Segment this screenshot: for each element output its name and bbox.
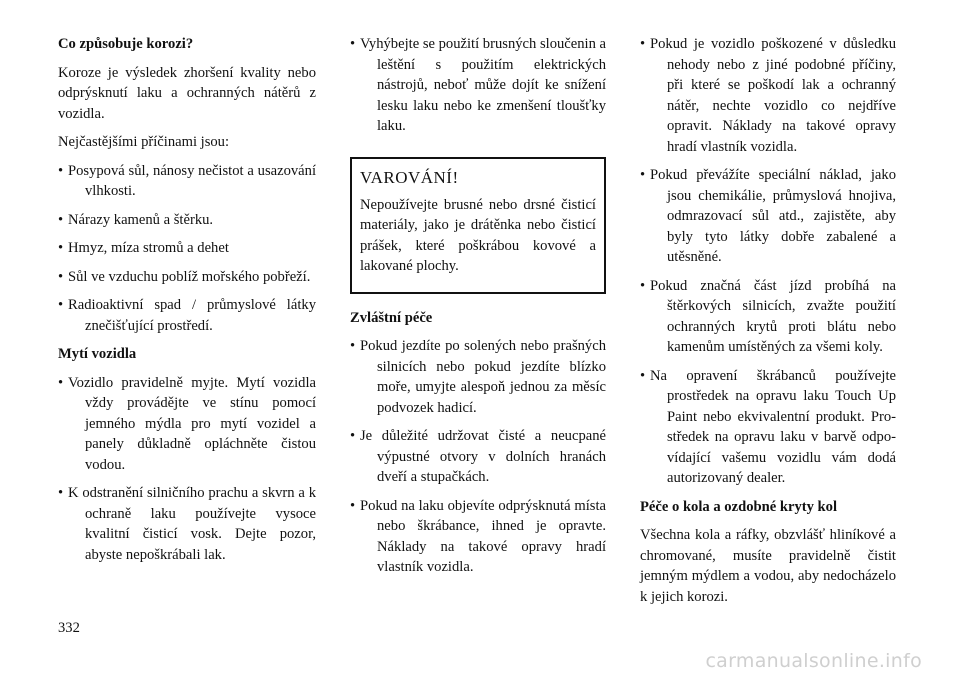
list-item: • Pokud značná část jízd probíhá na štěrkových silnicích, zvažte použití ochranných krytů proti blátu nebo kamenům umístěných za všemi koly. [640,276,896,358]
section-heading-special-care: Zvláštní péče [350,309,433,326]
page-number: 332 [58,620,80,636]
list-item: • Na opravení škrábanců používejte prostředek na opravu laku Touch Up Paint nebo ekvivalentní produkt. Prostředek na opravu laku v barvě odpovídající vašemu vozidlu vám dodá autorizovaný dealer. [640,366,896,489]
list-item: • Sůl ve vzduchu poblíž mořského pobřeží. [58,267,316,288]
paragraph-corrosion-definition: Koroze je výsledek zhoršení kvality nebo odprýsknutí laku a ochranných nátěrů z vozidla. [58,64,316,122]
list-item: • Je důležité udržovat čisté a neucpané výpustné otvory v dolních hranách dveří a stupačkách. [350,426,606,488]
list-item: • Pokud na laku objevíte odprýsknutá místa nebo škrábance, ihned je opravte. Náklady na takové opravy hradí vlastník vozidla. [350,496,606,578]
list-item: • Hmyz, míza stromů a dehet [58,238,316,259]
section-heading-corrosion-causes: Co způsobuje korozi? [58,36,194,52]
special-care-list-continued [640,34,896,489]
paragraph-wheel-care: Všechna kola a ráfky, obzvlášť hliníkové a chromované, musíte pravidelně čistit jemným mýdlem a vodou, aby nedocházelo k jejich korozi. [640,527,896,605]
warning-text: Nepoužívejte brusné nebo drsné čisticí materiály, jako je drátěnka nebo čisticí prášek, které poškrábou kovové a lakované plochy. [360,196,596,274]
list-item: • Radioaktivní spad / průmyslové látky znečišťující prostředí. [58,295,316,336]
special-care-list [350,336,606,578]
right-column [640,34,896,615]
middle-column [350,34,606,586]
warning-box [350,157,606,294]
list-item: • Posypová sůl, nánosy nečistot a usazování vlhkosti. [58,161,316,202]
list-item: • Pokud převážíte speciální náklad, jako jsou chemikálie, průmyslová hnojiva, odmrazovací sůl atd., zajistěte, aby byly tyto látky dobře zabalené a utěsněné. [640,165,896,268]
list-item: • Vyhýbejte se použití brusných sloučenin a leštění s použitím elektrických nástrojů, neboť může dojít ke snížení lesku laku nebo ke zmenšení tloušťky laku. [350,34,606,137]
list-item: • Nárazy kamenů a štěrku. [58,210,316,231]
section-heading-washing: Mytí vozidla [58,346,137,362]
warning-title: VAROVÁNÍ! [360,167,459,187]
causes-list [58,161,316,337]
section-heading-wheel-care: Péče o kola a ozdobné kryty kol [640,498,838,515]
watermark: carmanualsonline.info [705,650,922,672]
list-item: • K odstranění silničního prachu a skvrn a k ochraně laku používejte vysoce kvalitní čisticí vosk. Dejte pozor, abyste nepoškrábali lak. [58,483,316,565]
left-column [58,34,316,573]
washing-list-continued [350,34,606,137]
list-item: • Vozidlo pravidelně myjte. Mytí vozidla vždy provádějte ve stínu pomocí jemného mýdla pro mytí vozidel a panely důkladně opláchněte čistou vodou. [58,373,316,476]
paragraph-common-causes-intro: Nejčastějšími příčinami jsou: [58,134,230,150]
list-item: • Pokud je vozidlo poškozené v důsledku nehody nebo z jiné podobné příčiny, při které se poškodí lak a ochranný nátěr, nechte vozidlo co nejdříve opravit. Náklady na takové opravy hradí vlastník vozidla. [640,34,896,157]
list-item: • Pokud jezdíte po solených nebo prašných silnicích nebo pokud jezdíte blízko moře, umyjte alespoň jednou za měsíc podvozek hadicí. [350,336,606,418]
washing-list [58,373,316,566]
